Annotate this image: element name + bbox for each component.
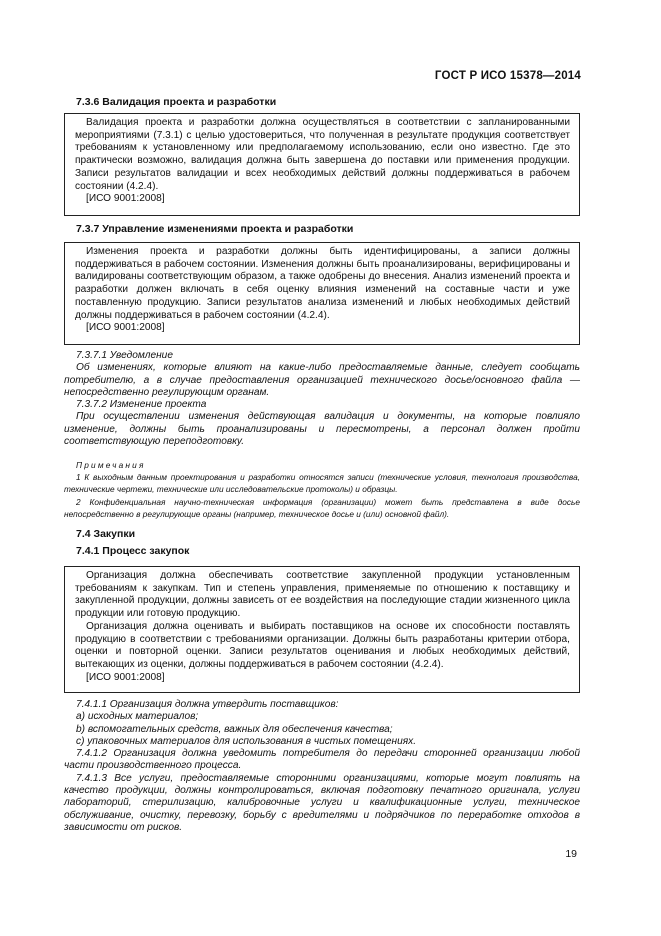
quote-box-iso-9001-7-3-7 [64, 242, 580, 345]
page-number: 19 [565, 848, 577, 860]
list-item-c: c) упаковочных материалов для использования в чистых помещениях. [76, 735, 417, 747]
iso-reference: [ИСО 9001:2008] [86, 671, 165, 683]
subsection-text-7-4-1-3: 7.4.1.3 Все услуги, предоставляемые сторонними организациями, которые могут повлиять на качество продукции, должны контролироваться, включая подготовку печатного оригинала, услуги лабораторий, стерилизацию, калибровочные услуги и квалификационные услуги, техническое обслуживание, очистку, перевозку, борьбу с вредителями и подрядчиков по переработке отходов в зависимости от рисков. [64, 772, 580, 833]
quote-box-iso-9001-7-3-6 [64, 113, 580, 216]
section-heading-7-3-6: 7.3.6 Валидация проекта и разработки [76, 96, 277, 108]
subsection-heading-7-3-7-1: 7.3.7.1 Уведомление [76, 350, 173, 361]
subsection-text-7-4-1-2: 7.4.1.2 Организация должна уведомить потребителя до передачи сторонней организации любой части производственного процесса. [64, 748, 580, 772]
iso-reference: [ИСО 9001:2008] [86, 322, 165, 334]
section-heading-7-4-1: 7.4.1 Процесс закупок [76, 545, 190, 557]
subsection-text-7-3-7-2: При осуществлении изменения действующая валидация и документы, на которые повлияло изменение, должны быть проанализированы и пересмотрены, а персонал должен пройти соответствующую переподготовку. [64, 411, 580, 448]
quote-paragraph-2: Организация должна оценивать и выбирать поставщиков на основе их способности поставлять продукцию в соответствии с требованиями организации. Должны быть разработаны критерии отбора, оценки и повторной оценки. Записи результатов оценивания и любых необходимых действий, вытекающих из оценки, должны поддерживаться в рабочем состоянии (4.2.4). [75, 620, 570, 670]
quote-paragraph: Валидация проекта и разработки должна осуществляться в соответствии с запланированными мероприятиями (7.3.1) с целью удостовериться, что полученная в результате продукция соответствует требованиям к установленному или предполагаемому использованию, если оно известно. Где это практически возможно, валидация должна быть завершена до поставки или применения продукции. Записи результатов валидации и всех необходимых действий должны поддерживаться в рабочем состоянии (4.2.4). [75, 117, 570, 192]
subsection-heading-7-3-7-2: 7.3.7.2 Изменение проекта [76, 399, 207, 411]
subsections-7-3-7-x [64, 350, 580, 448]
iso-reference: [ИСО 9001:2008] [86, 193, 165, 205]
subsection-text-7-3-7-1: Об изменениях, которые влияют на какие-либо предоставляемые данные, следует сообщать потребителю, а в случае предоставления организацией технического досье/основного файла — непосредственно регулирующим органам. [64, 362, 580, 398]
quote-box-iso-9001-7-4-1 [64, 566, 580, 693]
document-code-header: ГОСТ Р ИСО 15378—2014 [434, 70, 581, 82]
section-heading-7-3-7: 7.3.7 Управление изменениями проекта и разработки [76, 223, 354, 235]
quote-paragraph: Изменения проекта и разработки должны быть идентифицированы, а записи должны поддерживаться в рабочем состоянии. Изменения должны быть проанализированы, верифицированы и валидированы соответствующим образом, а также одобрены до внесения. Анализ изменений проекта и разработки должен включать в себя оценку влияния изменений на составные части и уже поставленную продукцию. Записи результатов анализа изменений и любых необходимых действий должны поддерживаться в рабочем состоянии (4.2.4). [75, 246, 570, 321]
note-2: 2 Конфиденциальная научно-техническая информация (организации) может быть представлена в виде досье непосредственно в регулирующие органы (например, техническое досье и (или) основной файл). [64, 496, 580, 519]
list-item-b: b) вспомогательных средств, важных для обеспечения качества; [76, 723, 393, 735]
section-heading-7-4: 7.4 Закупки [76, 528, 136, 540]
subsection-lead-7-4-1-1: 7.4.1.1 Организация должна утвердить поставщиков: [76, 699, 339, 710]
note-1: 1 К выходным данным проектирования и разработки относятся записи (технические условия, технология производства, технические чертежи, технические или исследовательские протоколы) и образцы. [64, 472, 580, 495]
quote-paragraph-1: Организация должна обеспечивать соответствие закупленной продукции установленным требованиям к закупкам. Тип и степень управления, применяемые по отношению к поставщику и закупленной продукции, должны зависеть от ее воздействия на последующие стадии жизненного цикла продукции или готовую продукцию. [75, 570, 570, 620]
list-item-a: a) исходных материалов; [76, 711, 199, 723]
notes-title: Примечания [76, 460, 146, 470]
subsections-7-4-1-x [64, 699, 580, 834]
notes-block [64, 459, 580, 520]
